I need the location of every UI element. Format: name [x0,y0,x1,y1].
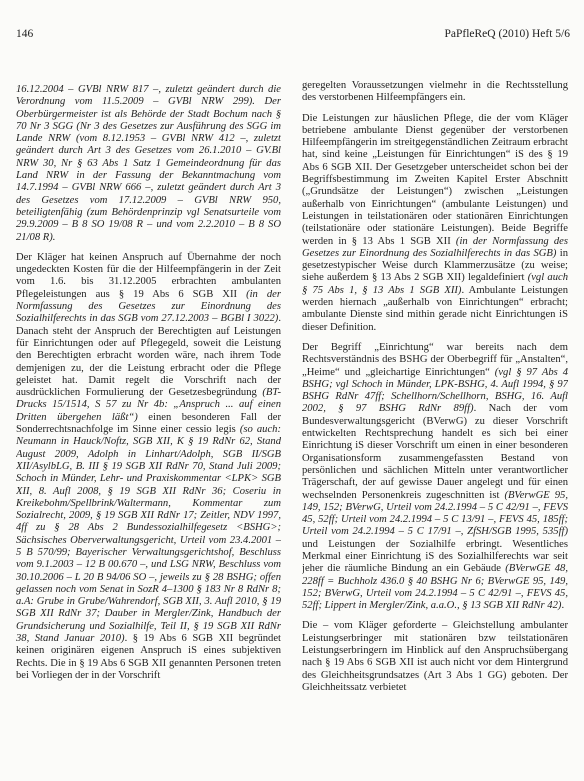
body-text: geregelten Voraussetzungen vielmehr in die Rechtsstellung des verstorbenen Hilfeempfängers ein. [302,80,568,104]
body-text: und Leistungen der Sozialhilfe erbringt. Wesentliches Merkmal einer Einrichtung iS des Sozialhilferechts war seit jeher die räumliche Bindung an ein Gebäude [302,538,568,575]
body-text: . [561,600,565,612]
citation-text: (vgl § 97 Abs 4 BSHG; vgl Schoch in Münder, LPK-BSHG, 4. Aufl 1994, § 97 BSHG RdNr 47ff; Schellhorn/Schellhorn, BSHG, 16. Aufl 2002, § 97 BSHG RdNr 89ff) [302,366,568,415]
page-header [16,28,570,44]
paragraph [302,113,568,334]
citation-text: (so auch: Neumann in Hauck/Noftz, SGB XII, K § 19 RdNr 62, Stand August 2009, Adolph in Linhart/Adolph, SGB II/SGB XII/AsylbLG, B. III § 19 SGB XII RdNr 70, Stand Juli 2009; Schoch in Münder, Lehr- und Praxiskommentar <LPK> SGB XII, 8. Aufl 2008, § 19 SGB XII RdNr 36; Coseriu in Kreikebohm/Spellbrink/Waltermann, Kommentar zum Sozialrecht, 2009, § 19 SGB XII RdNr 17; Zeitler, NDV 1997, 4ff zu § 28 Abs 2 Bundessozialhilfegesetz <BSHG>; Sächsisches Oberverwaltungsgericht, Urteil vom 23.4.2001 – 5 B 570/99; Bayerischer Verwaltungsgerichtshof, Beschluss vom 9.1.2003 – 12 B 00.670 –, und LSG NRW, Beschluss vom 30.10.2006 – L 20 B 94/06 SO –, jeweils zu § 28 BSHG; offen gelassen noch vom Senat in SozR 4–1300 § 183 Nr 8 RdNr 8; a.A: Grube in Grube/Wahrendorf, SGB XII, 3. Aufl 2010, § 19 SGB XII RdNr 37; Dauber in Mergler/Zink, Handbuch der Grundsicherung und Sozialhilfe, Teil II, § 19 SGB XII RdNr 38, Stand Januar 2010) [16,424,281,645]
body-text: Die Leistungen zur häuslichen Pflege, die der vom Kläger betriebene ambulante Dienst gegenüber der verstorbenen Hilfeempfängerin im streitgegenständlichen Zeitraum erbracht hat, sind keine „Leistungen für Einrichtungen“ iS des § 19 Abs 6 SGB XII. Der Gesetzgeber unterscheidet schon bei der Begriffsbestimmung im Zweiten Kapitel Erster Abschnitt („Grundsätze der Leistungen“) zwischen „Leistungen außerhalb von Einrichtungen“ (ambulante Leistungen) und Leistungen in teilstationären oder stationären Einrichtungen (teilstationäre oder stationäre Leistungen). Beide Begriffe werden in § 13 Abs 1 SGB XII [302,112,568,247]
body-text: Die – vom Kläger geforderte – Gleichstellung ambulanter Leistungserbringer mit stationären bzw teilstationären Leistungserbringern im Hinblick auf den Anspruchsübergang nach § 19 Abs 6 SGB XII ist auch nicht vor dem Hintergrund des Gleichheitsgrundsatzes (Art 3 Abs 1 GG) geboten. Der Gleichheitssatz verbietet [302,620,568,693]
paragraph [302,342,568,613]
left-text-column [16,84,281,774]
citation-text: (BVerwGE 95, 149, 152; BVerwG, Urteil vom 24.2.1994 – 5 C 42/91 –, FEVS 45, 52ff; Urteil vom 24.2.1994 – 5 C 13/91 –, FEVS 45, 185ff; Urteil vom 24.2.1994 – 5 C 17/91 –, ZfSH/SGB 1995, 535ff) [302,489,568,538]
body-text: . § 19 Abs 6 SGB XII begründet keinen originären eigenen Anspruch iS eines subjektiven Rechts. Die in § 19 Abs 6 SGB XII genannten Personen treten bei Vorliegen der in der Vorschrift [16,633,281,681]
page-number: 146 [16,28,34,40]
body-text: . Danach steht der Anspruch der Berechtigten auf Leistungen für Einrichtungen oder auf Pflegegeld, soweit die Leistung den Berechtigten erbracht worden wäre, nach ihrem Tode demjenigen zu, der die Leistung erbracht oder die Pflege geleistet hat. Damit regelt die Vorschrift nach der ausdrücklichen Formulierung der Gesetzesbegründung [16,313,281,399]
citation-text: 16.12.2004 – GVBl NRW 817 –, zuletzt geändert durch die Verordnung vom 11.5.2009 – GVBl NRW 299). Der Oberbürgermeister ist als Behörde der Stadt Bochum nach § 70 Nr 3 SGG (Nr 3 des Gesetzes zur Ausführung des SGG im Lande NRW (vom 8.12.1953 – GVBl NRW 412 –, zuletzt geändert durch Art 3 des Gesetzes vom 26.1.2010 – GV.Bl NRW 30, Nr § 63 Abs 1 Satz 1 Gemeindeordnung für das Land NRW in der Fassung der Bekanntmachung vom 14.7.1994 – GVBl NRW 666 –, zuletzt geändert durch Art 3 des Gesetzes vom 17.12.2009 – GVBl NRW 950, beteiligtenfähig (zum Behördenprinzip vgl Senatsurteile vom 29.9.2009 – B 8 SO 19/08 R – und vom 2.2.2010 – B 8 SO 21/08 R). [16,84,281,243]
body-text: Der Kläger hat keinen Anspruch auf Übernahme der noch ungedeckten Kosten für die der Hilfeempfängerin in der Zeit vom 1.6. bis 31.12.2005 erbrachten ambulanten Pflegeleistungen aus § 19 Abs 6 SGB XII [16,251,281,300]
journal-reference: PaPfleReQ (2010) Heft 5/6 [444,28,570,40]
citation-text: (BVerwGE 48, 228ff = Buchholz 436.0 § 40 BSHG Nr 6; BVerwGE 95, 149, 152; BVerwG, Urteil vom 24.2.1994 – 5 C 42/91 –, FEVS 45, 52ff; Lippert in Mergler/Zink, a.a.O., § 13 SGB XII RdNr 42) [302,563,568,612]
paragraph [16,252,281,682]
body-text: in gesetzestypischer Weise durch Klammerzusätze (zu weise; siehe außerdem § 13 Abs 2 SGB XII) legaldefiniert [302,247,568,284]
paragraph [302,620,568,694]
body-text: . Ambulante Leistungen werden hiernach „außerhalb von Einrichtungen“ erbracht; ambulante Dienste sind mithin gerade nicht Einrichtungen iS dieser Definition. [302,284,568,333]
citation-text: (in der Normfassung des Gesetzes zur Einordnung des Sozialhilferechts in das SGB vom 27.12.2003 – BGBl I 3022) [16,288,281,325]
body-text: Der Begriff „Einrichtung“ war bereits nach dem Rechtsverständnis des BSHG der Oberbegriff für „Anstalten“, „Heime“ und „gleichartige Einrichtungen“ [302,341,568,378]
paragraph [16,84,281,244]
body-text: einen besonderen Fall der Sonderrechtsnachfolge im Sinne einer cessio legis [16,411,281,436]
citation-text: (in der Normfassung des Gesetzes zur Einordnung des Sozialhilferechts in das SGB) [302,235,568,259]
citation-text: (BT-Drucks 15/1514, S 57 zu Nr 4b: „Anspruch ... auf einen Dritten übergehen läßt“) [16,387,281,423]
right-text-column [302,80,568,770]
body-text: . Nach der vom Bundesverwaltungsgericht (BVerwG) zu dieser Vorschrift entwickelten Rechtsprechung handelt es sich bei einer Einrichtung iS dieser Vorschrift um einen in einer besonderen Organisationsform zusammengefassten Bestand von persönlichen und sächlichen Mitteln unter verantwortlicher Trägerschaft, der auf gewisse Dauer angelegt und für einen wechselnden Personenkreis zugeschnitten ist [302,403,568,501]
paragraph [302,80,568,105]
citation-text: (vgl auch § 75 Abs 1, § 13 Abs 1 SGB XII) [302,272,568,296]
